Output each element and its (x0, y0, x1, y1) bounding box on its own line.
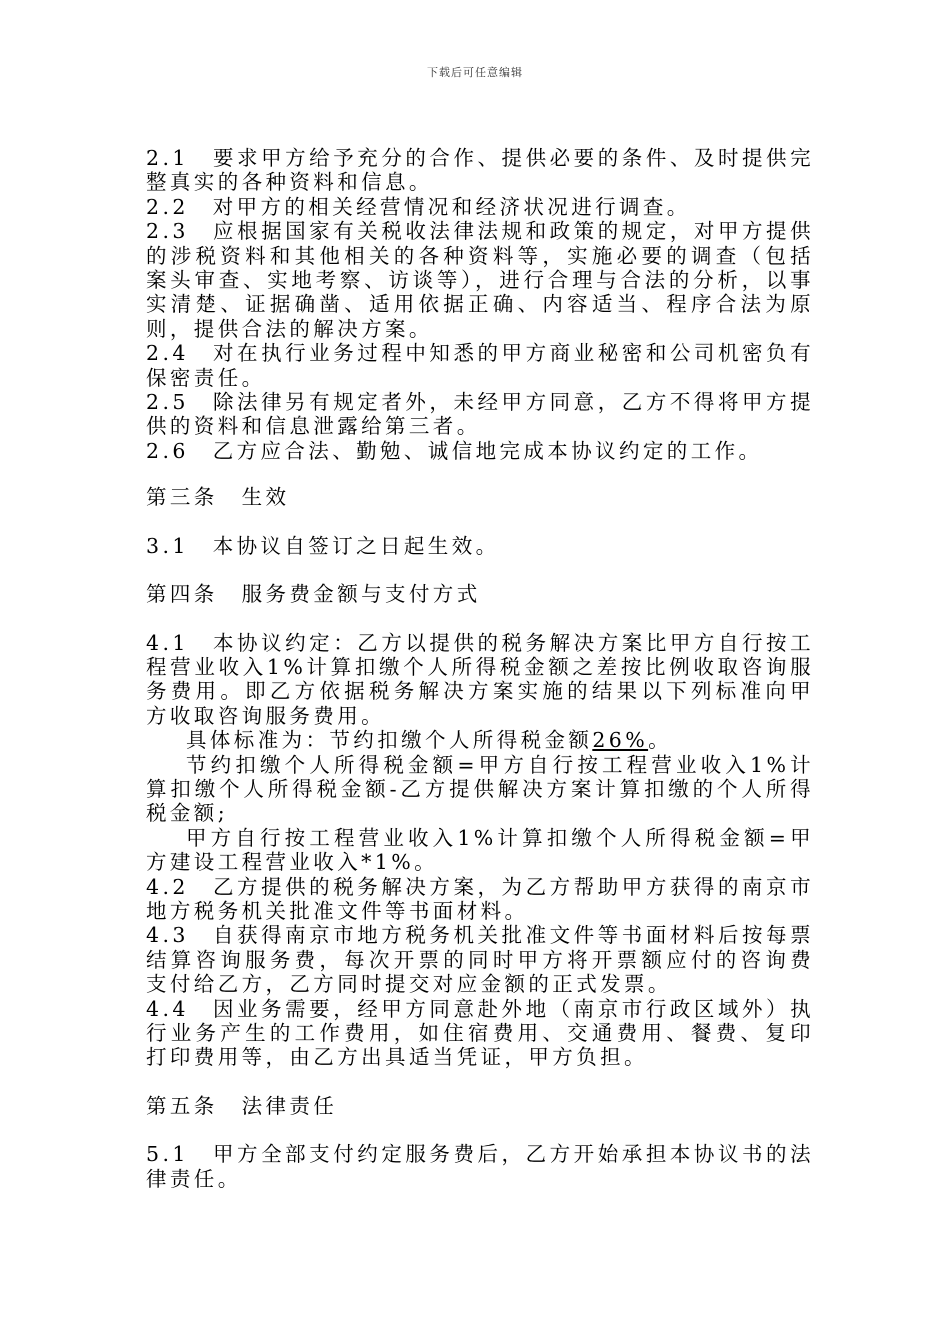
fee-standard-line (146, 728, 814, 752)
clause-4-3: 4.3 自获得南京市地方税务机关批准文件等书面材料后按每票结算咨询服务费，每次开票的同时甲方将开票额应付的咨询费支付给乙方，乙方同时提交对应金额的正式发票。 (146, 923, 814, 997)
section-heading-5: 第五条 法律责任 (146, 1093, 338, 1118)
clause-2-6: 2.6 乙方应合法、勤勉、诚信地完成本协议约定的工作。 (146, 438, 763, 463)
clause-3-1: 3.1 本协议自签订之日起生效。 (146, 533, 500, 558)
section-heading-3: 第三条 生效 (146, 485, 290, 510)
section-heading-4: 第四条 服务费金额与支付方式 (146, 582, 481, 607)
fee-standard-end: 。 (648, 728, 672, 753)
clause-2-2: 2.2 对甲方的相关经营情况和经济状况进行调查。 (146, 194, 691, 219)
clause-2-1: 2.1 要求甲方给予充分的合作、提供必要的条件、及时提供完整真实的各种资料和信息。 (146, 146, 814, 195)
clause-4-2: 4.2 乙方提供的税务解决方案，为乙方帮助甲方获得的南京市地方税务机关批准文件等书面材料。 (146, 874, 814, 923)
clause-2-4: 2.4 对在执行业务过程中知悉的甲方商业秘密和公司机密负有保密责任。 (146, 341, 814, 390)
clause-4-4: 4.4 因业务需要，经甲方同意赴外地（南京市行政区域外）执行业务产生的工作费用，如住宿费用、交通费用、餐费、复印打印费用等，由乙方出具适当凭证，甲方负担。 (146, 996, 814, 1070)
clause-2-3: 2.3 应根据国家有关税收法律法规和政策的规定，对甲方提供的涉税资料和其他相关的各种资料等，实施必要的调查（包括案头审查、实地考察、访谈等），进行合理与合法的分析，以事实清楚、证据确凿、适用依据正确、内容适当、程序合法为原则，提供合法的解决方案。 (146, 219, 814, 341)
document-body (146, 146, 814, 1191)
tax-amount-formula: 甲方自行按工程营业收入1%计算扣缴个人所得税金额=甲方建设工程营业收入*1%。 (146, 825, 814, 875)
clause-4-1: 4.1 本协议约定：乙方以提供的税务解决方案比甲方自行按工程营业收入1%计算扣缴个人所得税金额之差按比例收取咨询服务费用。即乙方依据税务解决方案实施的结果以下列标准向甲方收取咨询服务费用。 (146, 630, 814, 728)
page-header: 下载后可任意编辑 (427, 66, 523, 79)
clause-2-5: 2.5 除法律另有规定者外，未经甲方同意，乙方不得将甲方提供的资料和信息泄露给第三者。 (146, 390, 814, 439)
fee-standard-label: 具体标准为：节约扣缴个人所得税金额 (186, 728, 593, 753)
saving-formula: 节约扣缴个人所得税金额=甲方自行按工程营业收入1%计算扣缴个人所得税金额-乙方提供解决方案计算扣缴的个人所得税金额; (146, 752, 814, 826)
fee-rate: 26% (592, 728, 649, 753)
clause-5-1: 5.1 甲方全部支付约定服务费后，乙方开始承担本协议书的法律责任。 (146, 1142, 814, 1191)
